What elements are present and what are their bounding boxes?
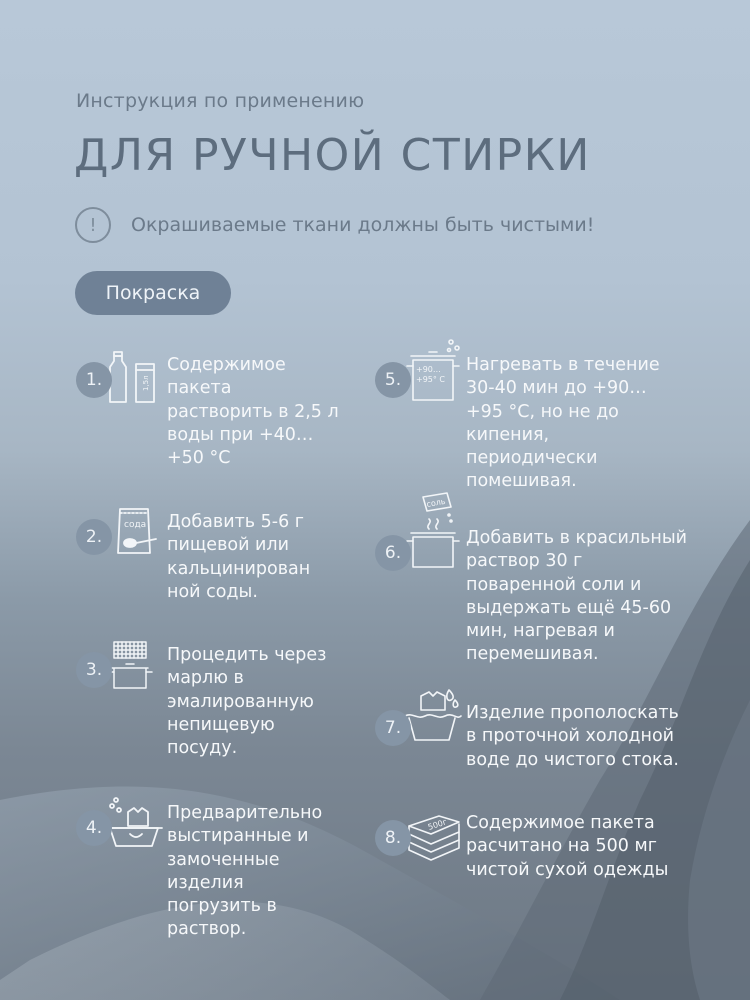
exclamation-circle-icon: ! [75,207,111,243]
notice [75,207,594,243]
step-text: Содержимое пакета растворить в 2,5 л воды при +40… +50 °С [167,355,339,469]
step-number: 1. [76,362,112,398]
step-number: 3. [76,652,112,688]
step-number: 2. [76,519,112,555]
salt-and-pot-icon [403,496,463,581]
step-number: 6. [375,535,411,571]
step-text: Содержимое пакета расчитано на 500 мг чистой сухой одежды [466,813,669,880]
page-title: ДЛЯ РУЧНОЙ СТИРКИ [74,130,591,181]
bottle-and-jar-icon [104,348,164,408]
subtitle: Инструкция по применению [76,90,365,112]
notice-text: Окрашиваемые ткани должны быть чистыми! [131,214,595,236]
svg-text:соль: соль [425,496,447,509]
step-text: Добавить в красильный раствор 30 г поваренной соли и выдержать ещё 45-60 мин, нагревая и перемешивая. [466,528,688,665]
rinse-basin-icon [403,696,463,756]
step-text: Предварительно выстиранные и замоченные изделия погрузить в раствор. [167,803,323,940]
step-text: Добавить 5-6 г пищевой или кальцинирован ной соды. [167,512,311,602]
svg-text:сода: сода [124,520,147,530]
gauze-and-pot-icon [104,638,164,698]
step-number: 4. [76,810,112,846]
step-text: Процедить через марлю в эмалированную непищевую посуду. [167,645,327,759]
step-text: Нагревать в течение 30-40 мин до +90… +95 °С, но не до кипения, периодически помешивая. [466,355,660,492]
step-number: 8. [375,820,411,856]
svg-text:+95° С: +95° С [416,375,446,384]
boiling-pot-icon [403,348,463,408]
svg-text:+90…: +90… [416,365,441,374]
svg-text:1,5л: 1,5л [142,375,150,391]
step-number: 7. [375,710,411,746]
basin-with-clothes-icon [104,796,164,856]
clothes-stack-icon [403,806,463,866]
section-label-pill: Покраска [75,271,231,315]
soda-packet-icon [104,505,164,565]
step-text: Изделие прополоскать в проточной холодной воде до чистого стока. [466,703,679,770]
svg-text:500г: 500г [426,817,449,832]
step-number: 5. [375,362,411,398]
